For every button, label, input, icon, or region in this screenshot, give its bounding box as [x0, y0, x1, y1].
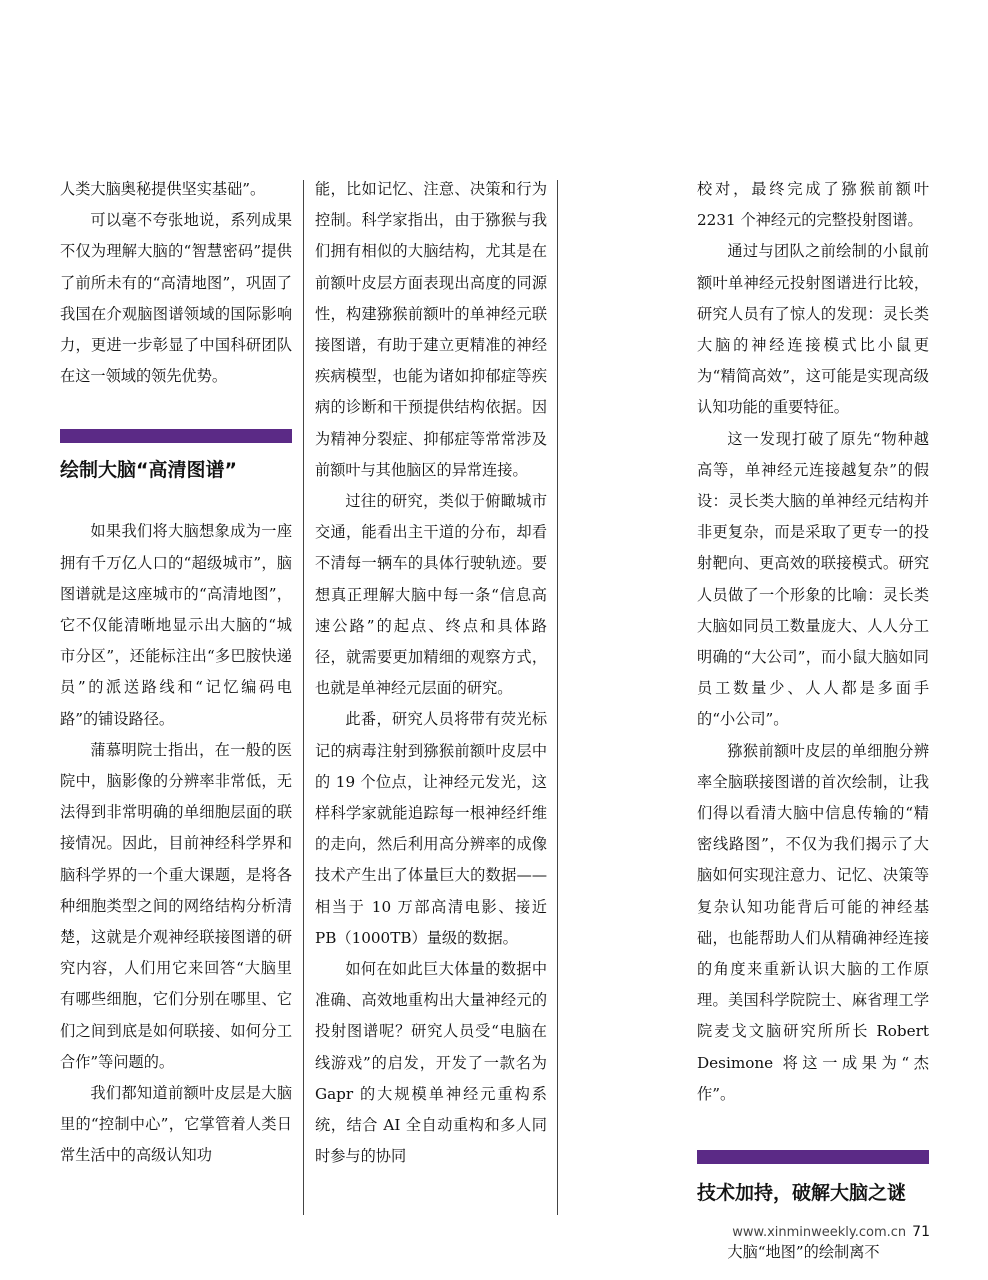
- paragraph: 我们都知道前额叶皮层是大脑里的“控制中心”，它掌管着人类日常生活中的高级认知功: [60, 1084, 292, 1165]
- footer-url: www.xinminweekly.com.cn: [732, 1225, 907, 1240]
- column-divider: [303, 180, 304, 1215]
- column-divider: [557, 180, 558, 1215]
- column-left: [60, 174, 292, 1172]
- paragraph: 蒲慕明院士指出，在一般的医院中，脑影像的分辨率非常低，无法得到非常明确的单细胞层面的联接情况。因此，目前神经科学界和脑科学界的一个重大课题，是将各种细胞类型之间的网络结构分析清楚，这就是介观神经联接图谱的研究内容，人们用它来回答“大脑里有哪些细胞，它们分别在哪里、它们之间到底是如何联接、如何分工合作”等问题的。: [60, 740, 292, 1071]
- paragraph: 此番，研究人员将带有荧光标记的病毒注射到猕猴前额叶皮层中的 19 个位点，让神经元发光，这样科学家就能追踪每一根神经纤维的走向，然后利用高分辨率的成像技术产生出了体量巨大的数据——相当于 10 万部高清电影、接近 PB（1000TB）量级的数据。: [315, 710, 547, 947]
- paragraph: 通过与团队之前绘制的小鼠前额叶单神经元投射图谱进行比较，研究人员有了惊人的发现：灵长类大脑的神经连接模式比小鼠更为“精简高效”，这可能是实现高级认知功能的重要特征。: [697, 242, 929, 417]
- column-right: [697, 174, 929, 1268]
- page-number: 71: [912, 1224, 930, 1240]
- paragraph: 可以毫不夸张地说，系列成果不仅为理解大脑的“智慧密码”提供了前所未有的“高清地图”，巩固了我国在介观脑图谱领域的国际影响力，更进一步彰显了中国科研团队在这一领域的领先优势。: [60, 211, 292, 386]
- paragraph: 大脑“地图”的绘制离不: [727, 1243, 880, 1262]
- paragraph: 人类大脑奥秘提供坚实基础”。: [60, 180, 266, 198]
- paragraph: 这一发现打破了原先“物种越高等，单神经元连接越复杂”的假设：灵长类大脑的单神经元结构并非更复杂，而是采取了更专一的投射靶向、更高效的联接模式。研究人员做了一个形象的比喻：灵长类大脑如同员工数量庞大、人人分工明确的“大公司”，而小鼠大脑如同员工数量少、人人都是多面手的“小公司”。: [697, 429, 929, 729]
- paragraph: 过往的研究，类似于俯瞰城市交通，能看出主干道的分布，却看不清每一辆车的具体行驶轨迹。要想真正理解大脑中每一条“信息高速公路”的起点、终点和具体路径，就需要更加精细的观察方式，也就是单神经元层面的研究。: [315, 492, 547, 698]
- paragraph: 校对，最终完成了猕猴前额叶 2231 个神经元的完整投射图谱。: [697, 180, 929, 230]
- paragraph: 能，比如记忆、注意、决策和行为控制。科学家指出，由于猕猴与我们拥有相似的大脑结构，尤其是在前额叶皮层方面表现出高度的同源性，构建猕猴前额叶的单神经元联接图谱，有助于建立更精准的神经疾病模型，也能为诸如抑郁症等疾病的诊断和干预提供结构依据。因为精神分裂症、抑郁症等常常涉及前额叶与其他脑区的异常连接。: [315, 180, 547, 479]
- section-accent-bar: [60, 429, 292, 443]
- section-title: 技术加持，破解大脑之谜: [697, 1182, 907, 1205]
- column-middle: [315, 174, 547, 1173]
- section-title: 绘制大脑“高清图谱”: [60, 459, 237, 482]
- paragraph: 如果我们将大脑想象成为一座拥有千万亿人口的“超级城市”，脑图谱就是这座城市的“高清地图”，它不仅能清晰地显示出大脑的“城市分区”，还能标注出“多巴胺快递员”的派送路线和“记忆编码电路”的铺设路径。: [60, 522, 292, 728]
- section-accent-bar: [697, 1150, 929, 1164]
- paragraph: 如何在如此巨大体量的数据中准确、高效地重构出大量神经元的投射图谱呢？研究人员受“电脑在线游戏”的启发，开发了一款名为 Gapr 的大规模单神经元重构系统，结合 AI 全自动重构和多人同时参与的协同: [315, 960, 547, 1166]
- paragraph: 猕猴前额叶皮层的单细胞分辨率全脑联接图谱的首次绘制，让我们得以看清大脑中信息传输的“精密线路图”，不仅为我们揭示了大脑如何实现注意力、记忆、决策等复杂认知功能背后可能的神经基础，也能帮助人们从精确神经连接的角度来重新认识大脑的工作原理。美国科学院院士、麻省理工学院麦戈文脑研究所所长 Robert Desimone 将这一成果为“杰作”。: [697, 741, 929, 1103]
- page-footer: [700, 1224, 930, 1240]
